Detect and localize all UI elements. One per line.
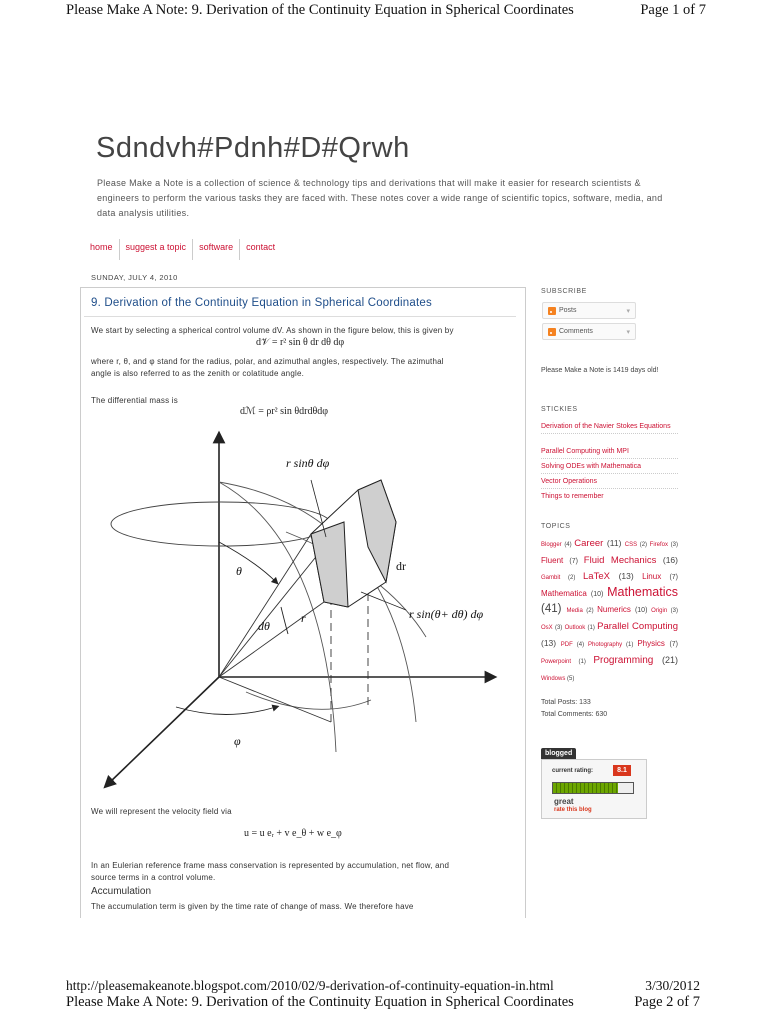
topic-count: (16) [662, 555, 678, 565]
topic-count: (21) [661, 655, 678, 665]
label-theta: θ [236, 564, 242, 578]
blog-description: Please Make a Note is a collection of science & technology tips and derivations that will make it easier for research scientists & engineers to perform the various tasks they are faced with. These notes cover a wide range of scientific topics, software, media, and data analysis utilities. [97, 178, 663, 218]
topic-link[interactable]: Programming [593, 655, 662, 666]
volume-inner-face [311, 522, 348, 607]
topic-link[interactable]: Career [574, 538, 607, 549]
accumulation-text: The accumulation term is given by the time rate of change of mass. We therefore have [91, 902, 414, 911]
topic-count: (1) [587, 625, 598, 631]
topic-link[interactable]: CSS [624, 542, 640, 548]
topic-link[interactable]: Firefox [649, 542, 671, 548]
topic-link[interactable]: Blogger [541, 542, 565, 548]
nav-contact[interactable]: contact [246, 242, 276, 252]
nav-home[interactable]: home [84, 239, 120, 260]
topic-count: (13) [541, 638, 561, 648]
topic-link[interactable]: Gambit [541, 575, 569, 581]
sticky-link[interactable]: Derivation of the Navier Stokes Equations [541, 422, 678, 434]
blog-age-text: Please Make a Note is 1419 days old! [541, 367, 659, 374]
topic-count: (11) [606, 538, 625, 548]
topic-count: (3) [670, 608, 679, 614]
topic-count: (1) [578, 659, 594, 665]
post-mass-intro: The differential mass is [91, 396, 178, 405]
topic-link[interactable]: Powerpoint [541, 659, 579, 665]
topic-count: (2) [639, 542, 650, 548]
topic-count: (7) [669, 641, 678, 648]
post-title[interactable]: 9. Derivation of the Continuity Equation in Spherical Coordinates [91, 297, 432, 309]
badge-box [541, 759, 647, 819]
label-dtheta: dθ [258, 619, 270, 633]
blog-title[interactable]: Sdndvh#Pdnh#D#Qrwh [96, 132, 410, 164]
post-velocity-intro: We will represent the velocity field via [91, 807, 232, 816]
total-comments: Total Comments: 630 [541, 711, 608, 718]
rss-icon [548, 328, 556, 336]
topic-link[interactable]: LaTeX [583, 571, 619, 582]
equation-volume: d𝒱 = r² sin θ dr dθ dφ [256, 337, 345, 348]
sticky-link[interactable]: Solving ODEs with Mathematica [541, 462, 678, 474]
spherical-control-volume-figure [96, 422, 516, 807]
next-page-header [66, 994, 700, 1011]
topic-count: (7) [669, 574, 678, 581]
post-where-line2: angle is also referred to as the zenith or colatitude angle. [91, 369, 305, 378]
accumulation-heading: Accumulation [91, 886, 152, 897]
blogged-rating-badge[interactable] [541, 742, 647, 819]
sticky-link[interactable]: Vector Operations [541, 477, 678, 489]
subscribe-comments-label: Comments [559, 328, 593, 335]
sticky-link[interactable]: Things to remember [541, 493, 604, 500]
post-euler-line1: In an Eulerian reference frame mass conservation is represented by accumulation, net flow, and [91, 861, 450, 870]
x-axis [108, 677, 219, 784]
footer-url: http://pleasemakeanote.blogspot.com/2010/02/9-derivation-of-continuity-equation-in.html [66, 978, 554, 993]
topic-link[interactable]: OsX [541, 625, 555, 631]
subscribe-posts-button[interactable] [542, 302, 636, 319]
figure-svg [96, 422, 516, 802]
equation-mass: dℳ = ρr² sin θdrdθdφ [240, 406, 329, 417]
post-date: SUNDAY, JULY 4, 2010 [91, 273, 178, 282]
post-euler-line2: source terms in a control volume. [91, 873, 216, 882]
topic-count: (5) [567, 676, 575, 682]
footer-date: 3/30/2012 [645, 978, 700, 993]
topic-link[interactable]: Mathematica [541, 589, 591, 598]
topic-count: (41) [541, 603, 567, 615]
pdf-page-footer [66, 978, 700, 994]
topic-link[interactable]: Mathematics [607, 585, 678, 599]
topic-count: (3) [554, 625, 565, 631]
topic-count: (13) [618, 571, 643, 581]
subscribe-posts-label: Posts [559, 307, 577, 314]
topic-link[interactable]: Fluent [541, 556, 570, 565]
topic-link[interactable]: Windows [541, 676, 568, 682]
top-nav [84, 239, 281, 260]
subscribe-comments-button[interactable] [542, 323, 636, 340]
topics-cloud [541, 535, 678, 686]
topic-link[interactable]: Origin [651, 608, 671, 614]
topics-label: TOPICS [541, 523, 571, 530]
chevron-down-icon: ▾ [626, 328, 630, 336]
topic-link[interactable]: PDF [560, 642, 577, 648]
nav-suggest-topic[interactable]: suggest a topic [120, 239, 194, 260]
topic-link[interactable]: Outlook [564, 625, 588, 631]
label-r: r [301, 611, 306, 625]
stickies-label: STICKIES [541, 406, 578, 413]
rating-value: 8.1 [613, 765, 631, 776]
topic-count: (7) [569, 558, 584, 565]
rating-bar-fill [553, 783, 618, 793]
post-intro: We start by selecting a spherical control volume dV. As shown in the figure below, this is given by [91, 326, 454, 335]
topic-count: (3) [670, 542, 678, 548]
topic-count: (4) [576, 642, 589, 648]
label-phi: φ [234, 734, 241, 748]
topic-link[interactable]: Physics [637, 639, 670, 648]
next-page-number: Page 2 of 7 [634, 994, 700, 1010]
rate-this-blog-link[interactable]: rate this blog [554, 807, 592, 813]
chevron-down-icon: ▾ [626, 307, 630, 315]
label-dr: dr [396, 559, 406, 573]
label-r-sin-theta-dphi: r sinθ dφ [286, 456, 330, 470]
sticky-link[interactable]: Parallel Computing with MPI [541, 447, 678, 459]
post-where-line1: where r, θ, and φ stand for the radius, polar, and azimuthal angles, respectively. The azimuthal [91, 357, 444, 366]
topic-link[interactable]: Numerics [597, 605, 635, 614]
total-posts: Total Posts: 133 [541, 699, 591, 706]
rss-icon [548, 307, 556, 315]
topic-count: (4) [564, 542, 575, 548]
subscribe-label: SUBSCRIBE [541, 288, 587, 295]
next-page-title: Please Make A Note: 9. Derivation of the Continuity Equation in Spherical Coordinates [66, 994, 574, 1010]
topic-link[interactable]: Parallel Computing [597, 621, 678, 632]
equation-velocity: u = u eᵣ + v e_θ + w e_φ [244, 828, 342, 839]
topic-count: (1) [626, 642, 638, 648]
rating-label: current rating: [552, 768, 594, 774]
topic-link[interactable]: Photography [588, 642, 627, 648]
topic-count: (2) [568, 575, 584, 581]
topic-link[interactable]: Media [566, 608, 587, 614]
rating-bar [552, 782, 634, 794]
rating-verdict: great [554, 797, 574, 806]
pdf-page-header [66, 2, 706, 19]
topic-link[interactable]: Fluid Mechanics [583, 555, 663, 566]
badge-tab: blogged [541, 748, 576, 759]
post-title-divider [84, 316, 516, 317]
page-header-title: Please Make A Note: 9. Derivation of the Continuity Equation in Spherical Coordinates [66, 2, 574, 18]
nav-software[interactable]: software [193, 239, 240, 260]
topic-count: (10) [590, 591, 608, 598]
topic-count: (10) [634, 607, 652, 614]
page-header-number: Page 1 of 7 [640, 2, 706, 18]
topic-count: (2) [586, 608, 598, 614]
label-r-sin-theta-plus: r sin(θ+ dθ) dφ [409, 607, 484, 621]
topic-link[interactable]: Linux [642, 572, 670, 581]
